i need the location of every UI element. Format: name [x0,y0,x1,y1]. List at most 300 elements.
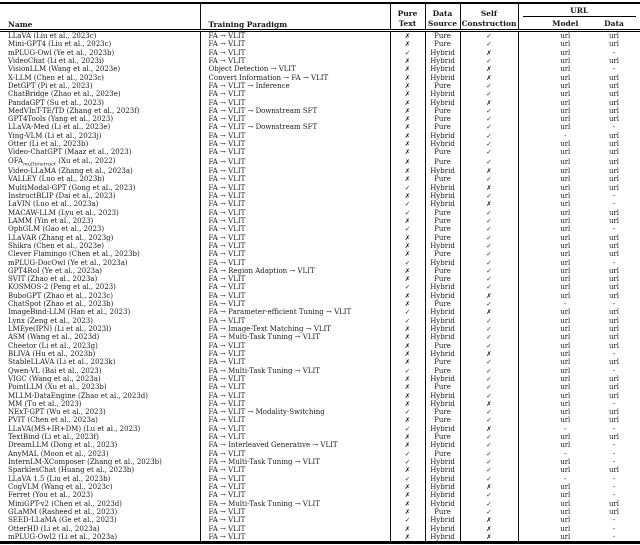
self-construction-cell: ✓ [460,300,518,308]
url-model-cell[interactable]: url [518,167,600,175]
url-model-cell[interactable]: url [518,325,600,333]
training-paradigm-cell: FA → Interleaved Generative → VLIT [200,441,390,449]
url-data-cell[interactable]: url [608,175,620,184]
url-data-cell[interactable]: url [608,250,620,259]
model-name-cell: Cheetor (Li et al., 2023g) [8,341,98,350]
url-data-cell[interactable]: url [608,316,620,325]
self-construction-cell: ✗ [460,425,518,433]
table-row [0,400,640,408]
url-data-cell[interactable]: url [608,40,620,49]
self-construction-cell: ✓ [460,358,518,366]
pure-text-cell: ✗ [390,140,425,148]
table-row [0,441,640,449]
pure-text-cell: ✗ [390,441,425,449]
url-data-cell[interactable]: url [608,73,620,82]
model-name-cell: mPLUG-DocOwl (Ye et al., 2023a) [8,258,128,267]
data-source-cell: Pure [425,267,460,275]
data-source-cell: Hybrid [425,167,460,175]
data-source-cell: Pure [425,115,460,123]
training-paradigm-cell: FA → VLIT [200,425,390,433]
pure-text-cell: ✗ [390,31,425,41]
url-model-cell[interactable]: url [518,275,600,283]
model-name-cell: GPT4RoI (Ye et al., 2023a) [8,266,102,275]
table-row [0,140,640,148]
self-construction-cell: ✗ [460,292,518,300]
url-model-cell[interactable]: url [518,525,600,533]
model-name-cell: VideoChat (Li et al., 2023i) [8,56,104,65]
table-row [0,225,640,233]
self-construction-cell: ✓ [460,107,518,115]
url-model-cell[interactable]: url [518,184,600,192]
table-row [0,450,640,458]
pure-text-cell: ✓ [390,367,425,375]
model-name-cell: Video-ChatGPT (Maaz et al., 2023) [8,148,132,157]
url-data-cell[interactable]: url [608,208,620,217]
url-data-cell[interactable]: url [608,241,620,250]
self-construction-cell: ✓ [460,283,518,291]
table-row [0,392,640,400]
pure-text-cell: ✓ [390,408,425,416]
self-construction-cell: ✓ [460,441,518,449]
url-model-cell[interactable]: url [518,358,600,366]
training-paradigm-cell: FA → VLIT [200,475,390,483]
url-data-cell[interactable]: url [608,115,620,124]
header-self: Self [460,3,518,18]
url-data-cell[interactable]: url [608,333,620,342]
url-data-cell[interactable]: url [608,167,620,176]
training-paradigm-cell: FA → VLIT [200,184,390,192]
table-row [0,250,640,258]
url-data-cell: - [612,123,616,132]
url-model-cell[interactable]: url [518,217,600,225]
training-paradigm-cell: FA → VLIT [200,525,390,533]
url-model-cell[interactable]: url [518,458,600,466]
url-model-cell[interactable]: url [518,308,600,316]
model-name-cell: OtterHD (Li et al., 2023a) [8,524,100,533]
pure-text-cell: ✗ [390,466,425,474]
url-model-cell[interactable]: url [518,516,600,524]
url-data-cell[interactable]: url [608,266,620,275]
url-model-cell[interactable]: url [518,209,600,217]
training-paradigm-cell: FA → VLIT [200,99,390,107]
pure-text-cell: ✗ [390,375,425,383]
training-paradigm-cell: FA → VLIT [200,140,390,148]
url-model-cell[interactable]: url [518,259,600,267]
url-model-cell[interactable]: url [518,250,600,258]
training-paradigm-cell: FA → VLIT [200,157,390,167]
url-model-cell[interactable]: url [518,267,600,275]
url-data-cell[interactable]: url [608,433,620,442]
model-name-cell: PandaGPT (Su et al., 2023) [8,98,105,107]
table-row [0,466,640,474]
self-construction-cell: ✓ [460,234,518,242]
model-name-cell: LLaVA-Med (Li et al., 2023e) [8,123,111,132]
url-model-cell[interactable]: url [518,491,600,499]
self-construction-cell: ✗ [460,167,518,175]
training-paradigm-cell: FA → VLIT [200,242,390,250]
pure-text-cell: ✗ [390,491,425,499]
self-construction-cell: ✓ [460,123,518,131]
self-construction-cell: ✓ [460,392,518,400]
model-name-cell: DreamLLM (Dong et al., 2023) [8,441,118,450]
url-model-cell[interactable]: url [518,441,600,449]
url-data-cell: - [612,458,616,467]
pure-text-cell: ✗ [390,508,425,516]
training-paradigm-cell: FA → VLIT [200,450,390,458]
url-data-cell[interactable]: url [608,374,620,383]
self-construction-cell: ✓ [460,132,518,140]
url-data-cell[interactable]: url [608,416,620,425]
url-data-cell[interactable]: url [608,358,620,367]
url-data-cell[interactable]: url [608,383,620,392]
self-construction-cell: ✓ [460,140,518,148]
table-row [0,358,640,366]
training-paradigm-cell: FA → VLIT [200,132,390,140]
url-data-cell[interactable]: url [608,216,620,225]
training-paradigm-cell: FA → VLIT [200,250,390,258]
pure-text-cell: ✗ [390,250,425,258]
pure-text-cell: ✗ [390,90,425,98]
url-data-cell: - [612,424,616,433]
url-data-cell[interactable]: url [608,408,620,417]
model-name-cell: VisionLLM (Wang et al., 2023e) [8,65,121,74]
url-model-cell[interactable]: url [518,49,600,57]
training-paradigm-cell: FA → VLIT [200,234,390,242]
url-model-cell[interactable]: url [518,74,600,82]
url-model-cell[interactable]: url [518,123,600,131]
training-paradigm-cell: FA → VLIT [200,167,390,175]
header-training-paradigm: Training Paradigm [200,3,390,31]
model-name-cell: Ferret (You et al., 2023) [8,491,93,500]
header-data: Data [425,3,460,18]
training-paradigm-cell: FA → VLIT [200,433,390,441]
url-model-cell[interactable]: url [518,350,600,358]
training-paradigm-cell: FA → VLIT [200,483,390,491]
model-name-cell: DetGPT (Pi et al., 2023) [8,81,93,90]
url-model-cell[interactable]: url [518,234,600,242]
training-paradigm-cell: FA → VLIT [200,400,390,408]
model-name-cell: X-LLM (Chen et al., 2023c) [8,73,104,82]
model-name-cell: LLaVA(MS+IR+DM) (Lu et al., 2023) [8,424,141,433]
table-row [0,99,640,107]
data-source-cell: Hybrid [425,184,460,192]
model-name-cell: Video-LLaMA (Zhang et al., 2023a) [8,167,133,176]
url-data-cell: - [612,524,616,533]
url-data-cell: - [612,474,616,483]
url-data-cell[interactable]: url [608,291,620,300]
data-source-cell: Hybrid [425,458,460,466]
training-paradigm-cell: FA → VLIT [200,358,390,366]
training-paradigm-cell: FA → VLIT [200,292,390,300]
url-model-cell[interactable]: url [518,508,600,516]
url-model-cell[interactable]: url [518,400,600,408]
url-data-cell[interactable]: url [608,325,620,334]
training-paradigm-cell: FA → VLIT [200,392,390,400]
url-model-cell[interactable]: url [518,57,600,65]
url-model-cell[interactable]: url [518,200,600,208]
url-data-cell[interactable]: url [608,391,620,400]
url-data-cell: - [612,48,616,57]
header-pure: Pure [390,3,425,18]
training-paradigm-cell: FA → VLIT [200,342,390,350]
data-source-cell: Hybrid [425,308,460,316]
url-data-cell: - [612,225,616,234]
training-paradigm-cell: FA → VLIT [200,350,390,358]
url-model-cell[interactable]: url [518,148,600,156]
url-model-cell[interactable]: url [518,342,600,350]
url-model-cell[interactable]: url [518,82,600,90]
url-model-cell[interactable]: url [518,99,600,107]
training-paradigm-cell: FA → VLIT [200,300,390,308]
url-model-cell[interactable]: url [518,483,600,491]
pure-text-cell: ✗ [390,267,425,275]
url-model-cell[interactable]: url [518,433,600,441]
data-source-cell: Hybrid [425,333,460,341]
url-data-cell[interactable]: url [608,32,620,40]
data-source-cell: Pure [425,175,460,183]
url-model-cell[interactable]: url [518,466,600,474]
training-paradigm-cell: FA → VLIT → Downstream SFT [200,107,390,115]
data-source-cell: Hybrid [425,425,460,433]
url-model-cell[interactable]: url [518,533,600,543]
training-paradigm-cell: FA → VLIT [200,90,390,98]
pure-text-cell: ✗ [390,350,425,358]
table-row [0,458,640,466]
data-source-cell: Pure [425,508,460,516]
data-source-cell: Hybrid [425,65,460,73]
table-row [0,74,640,82]
url-data-cell: - [612,449,616,458]
data-source-cell: Hybrid [425,259,460,267]
self-construction-cell: ✓ [460,458,518,466]
training-paradigm-cell: Object Detection → VLIT [200,65,390,73]
data-source-cell: Hybrid [425,74,460,82]
url-data-cell[interactable]: url [608,148,620,157]
url-model-cell[interactable]: url [518,408,600,416]
data-source-cell: Pure [425,416,460,424]
url-model-cell[interactable]: url [518,392,600,400]
url-model-cell[interactable]: url [518,416,600,424]
url-data-cell[interactable]: url [608,140,620,149]
training-paradigm-cell: FA → VLIT [200,317,390,325]
model-name-cell: LLaVA 1.5 (Liu et al., 2023b) [8,474,111,483]
self-construction-cell: ✗ [460,525,518,533]
url-model-cell[interactable]: url [518,225,600,233]
url-model-cell: - [518,450,600,458]
url-model-cell: - [518,300,600,308]
self-construction-cell: ✓ [460,209,518,217]
data-source-cell: Pure [425,250,460,258]
table-row [0,192,640,200]
url-data-cell: - [612,65,616,74]
training-paradigm-cell: FA → VLIT [200,259,390,267]
url-model-cell[interactable]: url [518,175,600,183]
data-source-cell: Hybrid [425,400,460,408]
url-model-cell[interactable]: url [518,115,600,123]
model-name-cell: ChatSpot (Zhao et al., 2023b) [8,300,114,309]
url-model-cell[interactable]: url [518,383,600,391]
url-model-cell[interactable]: url [518,90,600,98]
self-construction-cell: ✗ [460,308,518,316]
url-model-cell[interactable]: url [518,40,600,48]
data-source-cell: Pure [425,82,460,90]
url-model-cell[interactable]: url [518,107,600,115]
table-row [0,516,640,524]
url-data-cell: - [612,532,616,541]
table-row [0,416,640,424]
pure-text-cell: ✗ [390,107,425,115]
url-model-cell: - [518,132,600,140]
pure-text-cell: ✓ [390,425,425,433]
pure-text-cell: ✗ [390,525,425,533]
url-data-cell[interactable]: url [608,90,620,99]
training-paradigm-cell: FA → VLIT [200,175,390,183]
url-data-cell[interactable]: url [608,56,620,65]
pure-text-cell: ✗ [390,74,425,82]
url-model-cell[interactable]: url [518,31,600,41]
table-row [0,475,640,483]
url-data-cell[interactable]: url [608,283,620,292]
pure-text-cell: ✗ [390,99,425,107]
self-construction-cell: ✓ [460,157,518,167]
url-model-cell[interactable]: url [518,140,600,148]
url-data-cell[interactable]: url [608,81,620,90]
self-construction-cell: ✓ [460,192,518,200]
table-row [0,425,640,433]
self-construction-cell: ✓ [460,250,518,258]
training-paradigm-cell: FA → VLIT [200,225,390,233]
table-row [0,533,640,543]
pure-text-cell: ✗ [390,123,425,131]
model-name-cell: ChatBridge (Zhao et al., 2023e) [8,90,121,99]
url-data-cell[interactable]: url [608,507,620,516]
pure-text-cell: ✗ [390,242,425,250]
model-name-cell: LLaVAR (Zhang et al., 2023g) [8,233,114,242]
url-data-cell[interactable]: url [608,157,620,166]
model-name-cell: InstructBLIP (Dai et al., 2023) [8,192,116,201]
data-source-cell: Hybrid [425,392,460,400]
training-paradigm-cell: FA → VLIT [200,209,390,217]
model-name-cell: KOSMOS-2 (Peng et al., 2023) [8,283,116,292]
training-paradigm-cell: FA → VLIT [200,275,390,283]
data-source-cell: Hybrid [425,57,460,65]
header-url-data: Data [600,18,640,31]
training-paradigm-cell: FA → VLIT [200,533,390,543]
data-source-cell: Pure [425,123,460,131]
self-construction-cell: ✓ [460,342,518,350]
url-data-cell[interactable]: url [608,106,620,115]
url-model-cell[interactable]: url [518,292,600,300]
data-source-cell: Pure [425,383,460,391]
data-source-cell: Pure [425,31,460,41]
url-data-cell[interactable]: url [608,131,620,140]
url-data-cell[interactable]: url [608,183,620,192]
url-data-cell: - [612,441,616,450]
pure-text-cell: ✗ [390,325,425,333]
url-model-cell[interactable]: url [518,157,600,167]
data-source-cell: Pure [425,148,460,156]
url-data-cell[interactable]: url [608,466,620,475]
url-data-cell[interactable]: url [608,233,620,242]
self-construction-cell: ✓ [460,90,518,98]
data-source-cell: Pure [425,342,460,350]
self-construction-cell: ✓ [460,225,518,233]
training-paradigm-cell: FA → Parameter-efficient Tuning → VLIT [200,308,390,316]
url-model-cell[interactable]: url [518,333,600,341]
url-model-cell[interactable]: url [518,283,600,291]
model-name-cell: LLaVA (Liu et al., 2023c) [8,32,97,40]
model-name-cell: MultiModal-GPT (Gong et al., 2023) [8,183,136,192]
model-name-cell: Clever Flamingo (Chen et al., 2023b) [8,250,140,259]
training-paradigm-cell: FA → VLIT [200,466,390,474]
self-construction-cell: ✓ [460,433,518,441]
model-name-cell: Lynx (Zeng et al., 2023) [8,316,93,325]
model-name-cell: SparklesChat (Huang et al., 2023b) [8,466,135,475]
data-source-cell: Hybrid [425,375,460,383]
table-row [0,308,640,316]
pure-text-cell: ✗ [390,433,425,441]
data-source-cell: Pure [425,433,460,441]
self-construction-cell: ✓ [460,217,518,225]
table-body [0,31,640,543]
url-model-cell[interactable]: url [518,375,600,383]
pure-text-cell: ✗ [390,40,425,48]
table-row [0,175,640,183]
model-name-cell: BuboGPT (Zhao et al., 2023c) [8,291,113,300]
url-data-cell[interactable]: url [608,499,620,508]
self-construction-cell: ✗ [460,99,518,107]
model-name-cell: PVIT (Chen et al., 2023a) [8,416,98,425]
pure-text-cell: ✗ [390,157,425,167]
data-source-cell: Hybrid [425,441,460,449]
url-model-cell[interactable]: url [518,65,600,73]
url-model-cell[interactable]: url [518,192,600,200]
table-row [0,508,640,516]
data-source-cell: Hybrid [425,283,460,291]
model-name-cell: LAMM (Yin et al., 2023) [8,216,94,225]
pure-text-cell: ✓ [390,283,425,291]
pure-text-cell: ✗ [390,175,425,183]
training-paradigm-cell: FA → VLIT [200,40,390,48]
training-paradigm-cell: Convert Information → FA → VLIT [200,74,390,82]
data-source-cell: Hybrid [425,49,460,57]
url-model-cell[interactable]: url [518,317,600,325]
self-construction-cell: ✓ [460,375,518,383]
pure-text-cell: ✓ [390,200,425,208]
self-construction-cell: ✓ [460,317,518,325]
self-construction-cell: ✓ [460,115,518,123]
table-row [0,242,640,250]
url-model-cell[interactable]: url [518,242,600,250]
url-data-cell[interactable]: url [608,341,620,350]
self-construction-cell: ✓ [460,57,518,65]
pure-text-cell: ✗ [390,57,425,65]
model-name-cell: MM (Tu et al., 2023) [8,399,82,408]
url-data-cell: - [612,200,616,209]
url-data-cell[interactable]: url [608,308,620,317]
url-data-cell[interactable]: url [608,98,620,107]
pure-text-cell: ✗ [390,300,425,308]
table-row [0,82,640,90]
url-model-cell[interactable]: url [518,367,600,375]
data-source-cell: Hybrid [425,132,460,140]
training-paradigm-cell: FA → VLIT [200,148,390,156]
url-model-cell[interactable]: url [518,500,600,508]
pure-text-cell: ✗ [390,275,425,283]
training-paradigm-cell: FA → Multi-Task Tuning → VLIT [200,333,390,341]
data-source-cell: Hybrid [425,350,460,358]
url-data-cell[interactable]: url [608,275,620,284]
